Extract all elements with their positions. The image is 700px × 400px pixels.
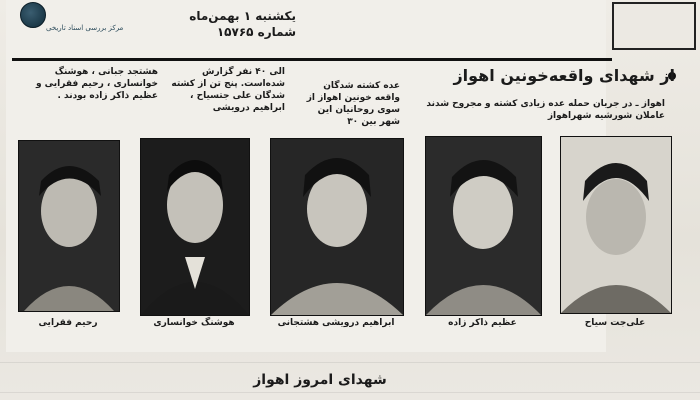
photo-caption: علی‌جت سیاح: [584, 318, 646, 328]
photo-portrait: [18, 140, 120, 312]
photo-portrait: [425, 136, 542, 316]
dateline: [136, 8, 296, 40]
photo-caption: رحیم فقرایی: [38, 318, 98, 328]
article-headline: از شهدای واقعه‌خونین اهواز: [453, 66, 675, 85]
article-column-4: هشتجد جبانی ، هوشنگ خوانساری ، رحیم فقرایی و عظیم ذاکر زاده بودند .: [35, 67, 158, 101]
archive-logo-text: مرکز بررسی اسناد تاریخی: [46, 24, 124, 32]
ghost-line: [0, 362, 700, 363]
photo-portrait: [140, 138, 250, 316]
footer-title: شهدای امروز اهواز: [253, 372, 387, 388]
article-column-2: عده کشته شدگان واقعه خونین اهواز از سوی روحانیان این شهر بین ۳۰: [306, 81, 400, 127]
archive-logo-icon: [20, 2, 46, 28]
photo-caption: ابراهیم درویشی هشتجانی: [277, 318, 395, 328]
photo-caption: عظیم ذاکر زاده: [448, 318, 517, 328]
ghost-line: [0, 392, 700, 393]
date-text: یکشنبه ۱ بهمن‌ماه: [189, 9, 296, 23]
article-column-3: الی ۴۰ نفر گزارش شده‌است. پنج تن از کشته شدگان علی جتسیاح ، ابراهیم درویشی: [171, 67, 285, 113]
adjacent-clipping-box: [612, 2, 696, 50]
photo-portrait: [560, 136, 672, 314]
article-column-1: اهواز ـ در جریان حمله عده زیادی کشته و مجروح شدند عاملان شورشیه شهراهواز: [426, 99, 665, 121]
photo-caption: هوشنگ خوانساری: [153, 318, 235, 328]
photo-portrait: [270, 138, 404, 316]
header-rule: [12, 58, 612, 61]
issue-number: شماره ۱۵۷۶۵: [216, 25, 296, 39]
